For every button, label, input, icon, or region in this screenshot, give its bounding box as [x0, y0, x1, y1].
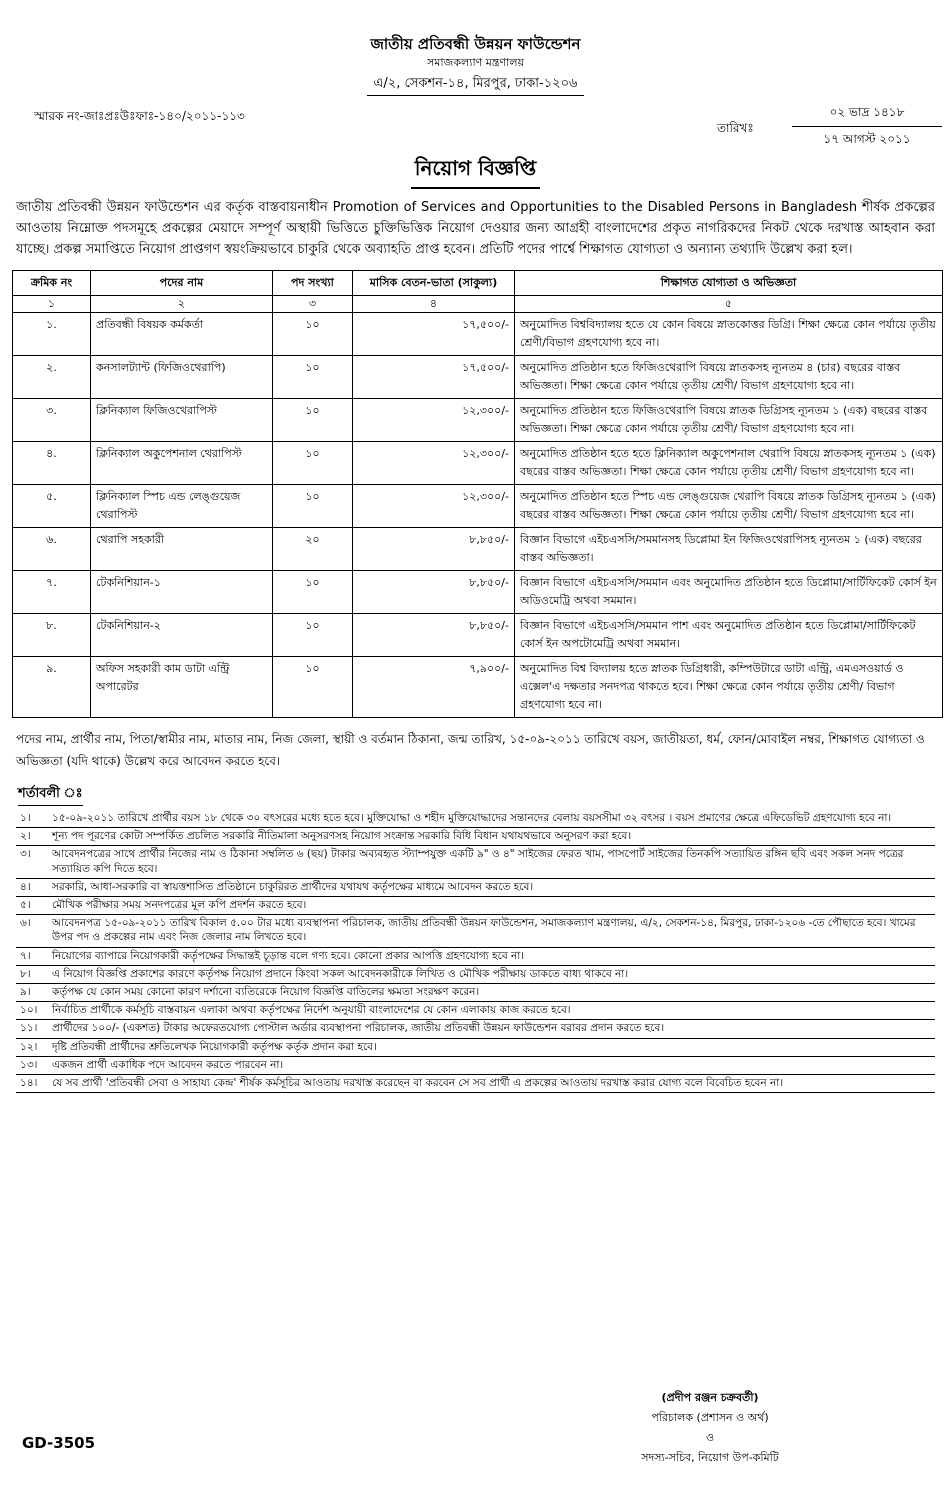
row-post-count: ২০ [273, 528, 353, 571]
row-salary: ১৭,৫০০/- [353, 313, 515, 356]
date-english: ১৭ আগস্ট ২০১১ [823, 132, 911, 146]
table-row [13, 657, 943, 718]
condition-item [16, 1020, 935, 1038]
condition-item [16, 828, 935, 846]
column-number: ৪ [353, 296, 515, 313]
row-serial: ৮. [13, 614, 91, 657]
intro-paragraph: জাতীয় প্রতিবন্ধী উন্নয়ন ফাউন্ডেশন এর কর্তৃক বাস্তবায়নাধীন Promotion of Services and Opportunities to the Disabled Persons in Bangladesh শীর্ষক প্রকল্পের আওতায় নিম্নোক্ত পদসমূহে প্রকল্পের মেয়াদে সম্পূর্ণ অস্থায়ী ভিত্তিতে চুক্তিভিত্তিক নিয়োগ দেওয়ার জন্য আগ্রহী বাংলাদেশের প্রকৃত নাগরিকদের নিকট থেকে দরখাস্ত আহবান করা যাচ্ছে। প্রকল্প সমাপ্তিতে নিয়োগ প্রাপ্তগণ স্বয়ংক্রিয়ভাবে চাকুরি থেকে অব্যাহতি প্রাপ্ত হবেন। প্রতিটি পদের পার্শ্বে শিক্ষাগত যোগ্যতা ও অন্যান্য তথ্যাদি উল্লেখ করা হল। [16, 200, 935, 257]
row-post-name: টেকনিশিয়ান-২ [91, 614, 273, 657]
row-post-name: থেরাপি সহকারী [91, 528, 273, 571]
condition-number: ১৪। [20, 1077, 38, 1090]
row-salary: ১৭,৫০০/- [353, 356, 515, 399]
row-post-name: কনসালট্যান্ট (ফিজিওথেরাপি) [91, 356, 273, 399]
row-qualification: বিজ্ঞান বিভাগে এইচএসসি/সমমান পাশ এবং অনুমোদিত প্রতিষ্ঠান হতে ডিপ্লোমা/সার্টিফিকেট কোর্স ইন অপটোমেট্রি অথবা সমমান। [515, 614, 943, 657]
condition-number: ১৩। [20, 1058, 38, 1071]
organization-name: জাতীয় প্রতিবন্ধী উন্নয়ন ফাউন্ডেশন [370, 35, 581, 53]
condition-item [16, 984, 935, 1002]
row-serial: ৯. [13, 657, 91, 718]
row-serial: ২. [13, 356, 91, 399]
row-post-count: ১০ [273, 399, 353, 442]
posts-table [12, 270, 943, 718]
table-row [13, 571, 943, 614]
condition-item [16, 1002, 935, 1020]
row-serial: ৭. [13, 571, 91, 614]
condition-item [16, 1039, 935, 1057]
date-bangla: ০২ ভাদ্র ১৪১৮ [792, 104, 942, 127]
letterhead [12, 0, 939, 96]
condition-text: এ নিয়োগ বিজ্ঞপ্তি প্রকাশের কারণে কর্তৃপক্ষ নিয়োগ প্রদানে কিংবা সকল আবেদনকারীকে লিখিত ও মৌখিক পরীক্ষায় ডাকতে বাধ্য থাকবে না। [52, 967, 629, 980]
conditions-list [16, 810, 935, 1093]
header-qualification: শিক্ষাগত যোগ্যতা ও অভিজ্ঞতা [515, 271, 943, 296]
row-post-count: ১০ [273, 313, 353, 356]
header-post-count: পদ সংখ্যা [273, 271, 353, 296]
condition-text: শূন্য পদ পূরণের কোটা সম্পর্কিত প্রচলিত সরকারি নীতিমালা অনুসরণসহ নিয়োগ সংক্রান্ত সরকারি বিধি বিধান যথাযথভাবে অনুসরণ করা হবে। [52, 830, 632, 843]
condition-text: নির্বাচিত প্রার্থীকে কর্মসূচি বাস্তবায়ন এলাকা অথবা কর্তৃপক্ষের নির্দেশ অনুযায়ী বাংলাদেশের যে কোন এলাকায় কাজ করতে হবে। [52, 1004, 571, 1017]
condition-number: ১। [20, 812, 31, 824]
condition-item [16, 1075, 935, 1093]
column-number: ৩ [273, 296, 353, 313]
table-row [13, 614, 943, 657]
condition-number: ১০। [20, 1004, 38, 1017]
condition-number: ৫। [20, 899, 31, 912]
condition-number: ৭। [20, 949, 31, 962]
signatory-designation-2: সদস্য-সচিব, নিয়োগ উপ-কমিটি [641, 1451, 779, 1464]
condition-item [16, 948, 935, 966]
notice-title: নিয়োগ বিজ্ঞপ্তি [411, 154, 541, 189]
row-salary: ১২,৩০০/- [353, 399, 515, 442]
row-qualification: বিজ্ঞান বিভাগে এইচএসসি/সমমানসহ ডিপ্লোমা ইন ফিজিওথেরাপিসহ ন্যূনতম ১ (এক) বছরের বাস্তব অভিজ্ঞতা। [515, 528, 943, 571]
row-serial: ৩. [13, 399, 91, 442]
signature-block [560, 1388, 860, 1468]
row-qualification: অনুমোদিত প্রতিষ্ঠান হতে স্পিচ এন্ড লেঙ্গুয়েজ থেরাপি বিষয়ে স্নাতক ডিগ্রিসহ ন্যূনতম ১ (এক) বছরের বাস্তব অভিজ্ঞতা। শিক্ষা ক্ষেত্রে কোন পর্যায়ে তৃতীয় শ্রেণী/ বিভাগ গ্রহণযোগ্য হবে না। [515, 485, 943, 528]
reference-row [12, 96, 939, 152]
condition-text: নিয়োগের ব্যাপারে নিয়োগকারী কর্তৃপক্ষের সিদ্ধান্তই চূড়ান্ত বলে গণ্য হবে। কোনো প্রকার আপত্তি গ্রহণযোগ্য হবে না। [52, 949, 525, 962]
row-serial: ১. [13, 313, 91, 356]
row-post-name: প্রতিবন্ধী বিষয়ক কর্মকর্তা [91, 313, 273, 356]
condition-number: ৪। [20, 880, 31, 893]
condition-number: ১১। [20, 1022, 38, 1035]
table-row [13, 313, 943, 356]
condition-number: ৩। [20, 848, 31, 861]
condition-item [16, 846, 935, 878]
notice-title-wrap [12, 154, 939, 189]
row-post-count: ১০ [273, 442, 353, 485]
header-post-name: পদের নাম [91, 271, 273, 296]
row-qualification: অনুমোদিত প্রতিষ্ঠান হতে হতে ক্লিনিক্যাল অকুপেশনাল থেরাপি বিষয়ে স্নাতকসহ ন্যূনতম ১ (এক) বছরের বাস্তব অভিজ্ঞতা। শিক্ষা ক্ষেত্রে কোন পর্যায়ে তৃতীয় শ্রেণী/ বিভাগ গ্রহণযোগ্য হবে না। [515, 442, 943, 485]
row-post-name: ক্লিনিক্যাল অকুপেশনাল থেরাপিস্ট [91, 442, 273, 485]
header-salary: মাসিক বেতন-ভাতা (সাকুল্য) [353, 271, 515, 296]
condition-item [16, 966, 935, 984]
table-row [13, 399, 943, 442]
condition-number: ২। [20, 830, 31, 843]
condition-text: ১৫-০৯-২০১১ তারিখে প্রার্থীর বয়স ১৮ থেকে ৩০ বৎসরের মধ্যে হতে হবে। মুক্তিযোদ্ধা ও শহীদ মুক্তিযোদ্ধাদের সন্তানদের বেলায় বয়সসীমা ৩২ বৎসর । বয়স প্রমাণের ক্ষেত্রে এফিডেভিট গ্রহণযোগ্য হবে না। [52, 812, 892, 824]
row-salary: ৮,৮৫০/- [353, 528, 515, 571]
condition-number: ৯। [20, 986, 31, 999]
condition-text: প্রার্থীদের ১০০/- (একশত) টাকার অফেরতযোগ্য পোস্টাল অর্ডার ব্যবস্থাপনা পরিচালক, জাতীয় প্রতিবন্ধী উন্নয়ন ফাউন্ডেশন বরাবর প্রদান করতে হবে। [52, 1022, 665, 1035]
table-row [13, 485, 943, 528]
row-salary: ১২,৩০০/- [353, 485, 515, 528]
row-post-count: ১০ [273, 571, 353, 614]
column-number-row [13, 296, 943, 313]
table-row [13, 442, 943, 485]
row-salary: ৭,৯০০/- [353, 657, 515, 718]
column-number: ২ [91, 296, 273, 313]
table-header-row [13, 271, 943, 296]
column-number: ১ [13, 296, 91, 313]
office-address: এ/২, সেকশন-১৪, মিরপুর, ঢাকা-১২০৬ [367, 73, 583, 96]
signatory-conjunction: ও [705, 1431, 715, 1444]
column-number: ৫ [515, 296, 943, 313]
row-post-name: টেকনিশিয়ান-১ [91, 571, 273, 614]
condition-number: ৬। [20, 917, 31, 930]
signatory-designation: পরিচালক (প্রশাসন ও অর্থ) [651, 1411, 769, 1424]
row-post-count: ১০ [273, 614, 353, 657]
row-qualification: বিজ্ঞান বিভাগে এইচএসসি/সমমান এবং অনুমোদিত প্রতিষ্ঠান হতে ডিপ্লোমা/সার্টিফিকেট কোর্স ইন অডিওমেট্রি অথবা সমমান। [515, 571, 943, 614]
condition-text: কর্তৃপক্ষ যে কোন সময় কোনো কারণ দর্শানো ব্যতিরেকে নিয়োগ বিজ্ঞপ্তি বাতিলের ক্ষমতা সংরক্ষণ করেন। [52, 986, 480, 999]
row-qualification: অনুমোদিত প্রতিষ্ঠান হতে ফিজিওথেরাপি বিষয়ে স্নাতকসহ ন্যূনতম ৪ (চার) বছরের বাস্তব অভিজ্ঞতা। শিক্ষা ক্ষেত্রে কোন পর্যায়ে তৃতীয় শ্রেণী/ বিভাগ গ্রহণযোগ্য হবে না। [515, 356, 943, 399]
condition-number: ১২। [20, 1040, 38, 1053]
condition-text: মৌখিক পরীক্ষার সময় সনদপত্রের মূল কপি প্রদর্শন করতে হবে। [52, 899, 307, 912]
condition-item [16, 1057, 935, 1075]
row-salary: ৮,৮৫০/- [353, 571, 515, 614]
row-salary: ৮,৮৫০/- [353, 614, 515, 657]
row-post-count: ১০ [273, 485, 353, 528]
ad-code: GD-3505 [22, 1434, 96, 1452]
row-post-name: অফিস সহকারী কাম ডাটা এন্ট্রি অপারেটর [91, 657, 273, 718]
row-serial: ৬. [13, 528, 91, 571]
row-post-count: ১০ [273, 356, 353, 399]
row-qualification: অনুমোদিত প্রতিষ্ঠান হতে ফিজিওথেরাপি বিষয়ে স্নাতক ডিগ্রিসহ ন্যূনতম ১ (এক) বছরের বাস্তব অভিজ্ঞতা। শিক্ষা ক্ষেত্রে কোন পর্যায়ে তৃতীয় শ্রেণী/ বিভাগ গ্রহণযোগ্য হবে না। [515, 399, 943, 442]
row-serial: ৪. [13, 442, 91, 485]
table-row [13, 528, 943, 571]
table-row [13, 356, 943, 399]
ministry-name: সমাজকল্যাণ মন্ত্রণালয় [426, 56, 525, 69]
condition-item [16, 879, 935, 897]
condition-item [16, 897, 935, 915]
row-post-name: ক্লিনিক্যাল স্পিচ এন্ড লেঙ্গুয়েজ থেরাপিস্ট [91, 485, 273, 528]
condition-number: ৮। [20, 967, 31, 980]
row-post-name: ক্লিনিক্যাল ফিজিওথেরাপিস্ট [91, 399, 273, 442]
condition-item [16, 915, 935, 947]
condition-item [16, 810, 935, 828]
condition-text: সরকারি, আধা-সরকারি বা স্বায়ত্তশাসিত প্রতিষ্ঠানে চাকুরিরত প্রার্থীদের যথাযথ কর্তৃপক্ষের মাধ্যমে আবেদন করতে হবে। [52, 880, 534, 893]
row-serial: ৫. [13, 485, 91, 528]
row-qualification: অনুমোদিত বিশ্ববিদ্যালয় হতে যে কোন বিষয়ে স্নাতকোত্তর ডিগ্রি। শিক্ষা ক্ষেত্রে কোন পর্যায়ে তৃতীয় শ্রেণী/বিভাগ গ্রহণযোগ্য হবে না। [515, 313, 943, 356]
condition-text: দৃষ্টি প্রতিবন্ধী প্রার্থীদের শ্রুতিলেখক নিয়োগকারী কর্তৃপক্ষ কর্তৃক প্রদান করা হবে। [52, 1040, 377, 1053]
row-salary: ১২,৩০০/- [353, 442, 515, 485]
conditions-heading: শর্তাবলী ঃ [18, 784, 83, 806]
condition-text: আবেদনপত্র ১৫-০৯-২০১১ তারিখ বিকাল ৫.০০ টার মধ্যে ব্যবস্থাপনা পরিচালক, জাতীয় প্রতিবন্ধী উন্নয়ন ফাউন্ডেশন, সমাজকল্যাণ মন্ত্রণালয়, এ/২, সেকশন-১৪, মিরপুর, ঢাকা-১২০৬ -তে পৌছাতে হবে। খামের উপর পদ ও প্রকল্পের নাম এবং নিজ জেলার নাম লিখতে হবে। [52, 917, 916, 944]
header-serial: ক্রমিক নং [13, 271, 91, 296]
date-label: তারিখঃ [717, 121, 754, 135]
memo-number: স্মারক নং-জাঃপ্রঃউঃফাঃ-১৪০/২০১১-১১৩ [34, 109, 245, 123]
row-post-count: ১০ [273, 657, 353, 718]
signatory-name: (প্রদীপ রঞ্জন চক্রবর্তী) [661, 1391, 759, 1404]
condition-text: একজন প্রার্থী একাধিক পদে আবেদন করতে পারবেন না। [52, 1058, 284, 1071]
condition-text: আবেদনপত্রের সাথে প্রার্থীর নিজের নাম ও ঠিকানা সম্বলিত ৬ (ছয়) টাকার অব্যবহৃত স্ট্যাম্পযুক্ত একটি ৯" ও ৪" সাইজের ফেরত খাম, পাসপোর্ট সাইজের তিনকপি সত্যায়িত রঙ্গিন ছবি এবং সকল সনদ পত্রের সত্যায়িত কপি দিতে হবে। [52, 848, 904, 875]
condition-text: যে সব প্রার্থী 'প্রতিবন্ধী সেবা ও সাহায্য কেন্দ্র' শীর্ষক কর্মসূচির আওতায় দরখাস্ত করেছেন বা করবেন সে সব প্রার্থী এ প্রকল্পের আওতায় দরখাস্ত করার যোগ্য বলে বিবেচিত হবেন না। [52, 1077, 784, 1090]
row-qualification: অনুমোদিত বিশ্ব বিদ্যালয় হতে স্নাতক ডিগ্রিধারী, কম্পিউটারে ডাটা এন্ট্রি, এমএসওয়ার্ড ও এক্সেল'এ দক্ষতার সনদপত্র থাকতে হবে। শিক্ষা ক্ষেত্রে কোন পর্যায়ে তৃতীয় শ্রেণী/ বিভাগ গ্রহণযোগ্য হবে না। [515, 657, 943, 718]
application-instructions: পদের নাম, প্রার্থীর নাম, পিতা/স্বামীর নাম, মাতার নাম, নিজ জেলা, স্থায়ী ও বর্তমান ঠিকানা, জন্ম তারিখ, ১৫-০৯-২০১১ তারিখে বয়স, জাতীয়তা, ধর্ম, ফোন/মোবাইল নম্বর, শিক্ষাগত যোগ্যতা ও অভিজ্ঞতা (যদি থাকে) উল্লেখ করে আবেদন করতে হবে। [16, 732, 925, 768]
